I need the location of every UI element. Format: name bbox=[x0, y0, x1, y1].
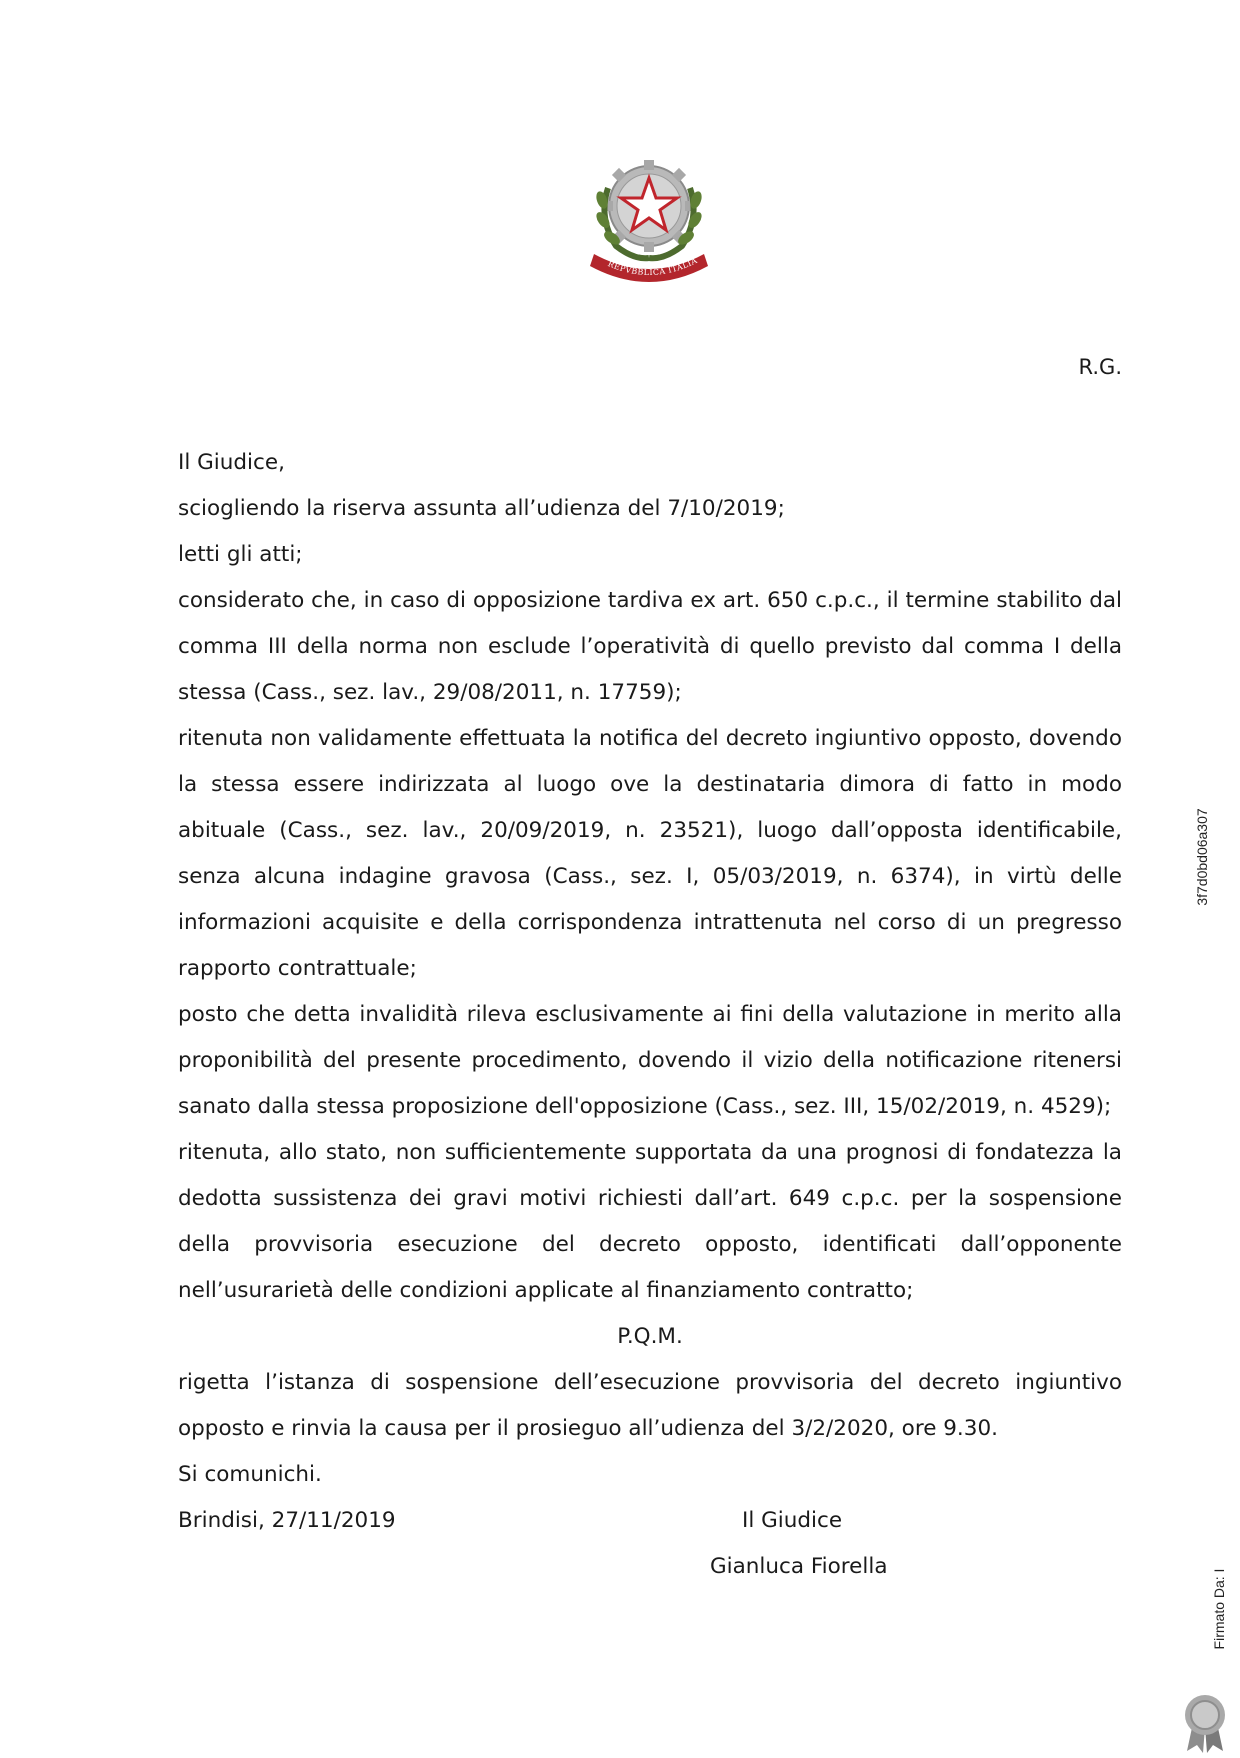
paragraph: letti gli atti; bbox=[178, 542, 303, 567]
document-body bbox=[178, 440, 1122, 1590]
emblem-ribbon-text: REPVBBLICA ITALIA bbox=[606, 255, 699, 278]
paragraph: posto che detta invalidità rileva esclusivamente ai fini della valutazione in merito alla proponibilità del presente procedimento, dovendo il vizio della notificazione ritenersi sanato dalla stessa proposizione dell'opposizione (Cass., sez. III, 15/02/2019, n. 4529); bbox=[178, 1002, 1122, 1119]
case-number-label: R.G. bbox=[1078, 355, 1122, 379]
paragraph: considerato che, in caso di opposizione tardiva ex art. 650 c.p.c., il termine stabilito dal comma III della norma non esclude l’operatività di quello previsto dal comma I della stessa (Cass., sez. lav., 29/08/2011, n. 17759); bbox=[178, 588, 1122, 705]
signature-hash-text: 3f7d0bd06a307 bbox=[1194, 808, 1210, 906]
signature-block bbox=[178, 1498, 1122, 1590]
judge-title: Il Giudice bbox=[742, 1508, 843, 1533]
place-date: Brindisi, 27/11/2019 bbox=[178, 1508, 396, 1533]
paragraph: ritenuta non validamente effettuata la notifica del decreto ingiuntivo opposto, dovendo la stessa essere indirizzata al luogo ove la destinataria dimora di fatto in modo abituale (Cass., sez. lav., 20/09/2019, n. 23521), luogo dall’opposta identificabile, senza alcuna indagine gravosa (Cass., sez. I, 05/03/2019, n. 6374), in virtù delle informazioni acquisite e della corrispondenza intrattenuta nel corso di un pregresso rapporto contrattuale; bbox=[178, 726, 1122, 981]
paragraph: ritenuta, allo stato, non sufficientemente supportata da una prognosi di fondatezza la dedotta sussistenza dei gravi motivi richiesti dall’art. 649 c.p.c. per la sospensione della provvisoria esecuzione del decreto opposto, identificati dall’opponente nell’usurarietà delle condizioni applicate al finanziamento contratto; bbox=[178, 1140, 1122, 1303]
signed-by-text: Firmato Da: I bbox=[1211, 1568, 1227, 1650]
pqm-heading: P.Q.M. bbox=[617, 1324, 683, 1349]
closing-line: Si comunichi. bbox=[178, 1462, 322, 1487]
repubblica-italiana-emblem bbox=[586, 148, 712, 288]
digital-seal-icon bbox=[1183, 1693, 1227, 1754]
decision-paragraph: rigetta l’istanza di sospensione dell’esecuzione provvisoria del decreto ingiuntivo opposto e rinvia la causa per il prosieguo all’udienza del 3/2/2020, ore 9.30. bbox=[178, 1370, 1122, 1441]
paragraph: Il Giudice, bbox=[178, 450, 285, 475]
judge-name: Gianluca Fiorella bbox=[710, 1554, 888, 1579]
paragraph: sciogliendo la riserva assunta all’udienza del 7/10/2019; bbox=[178, 496, 785, 521]
